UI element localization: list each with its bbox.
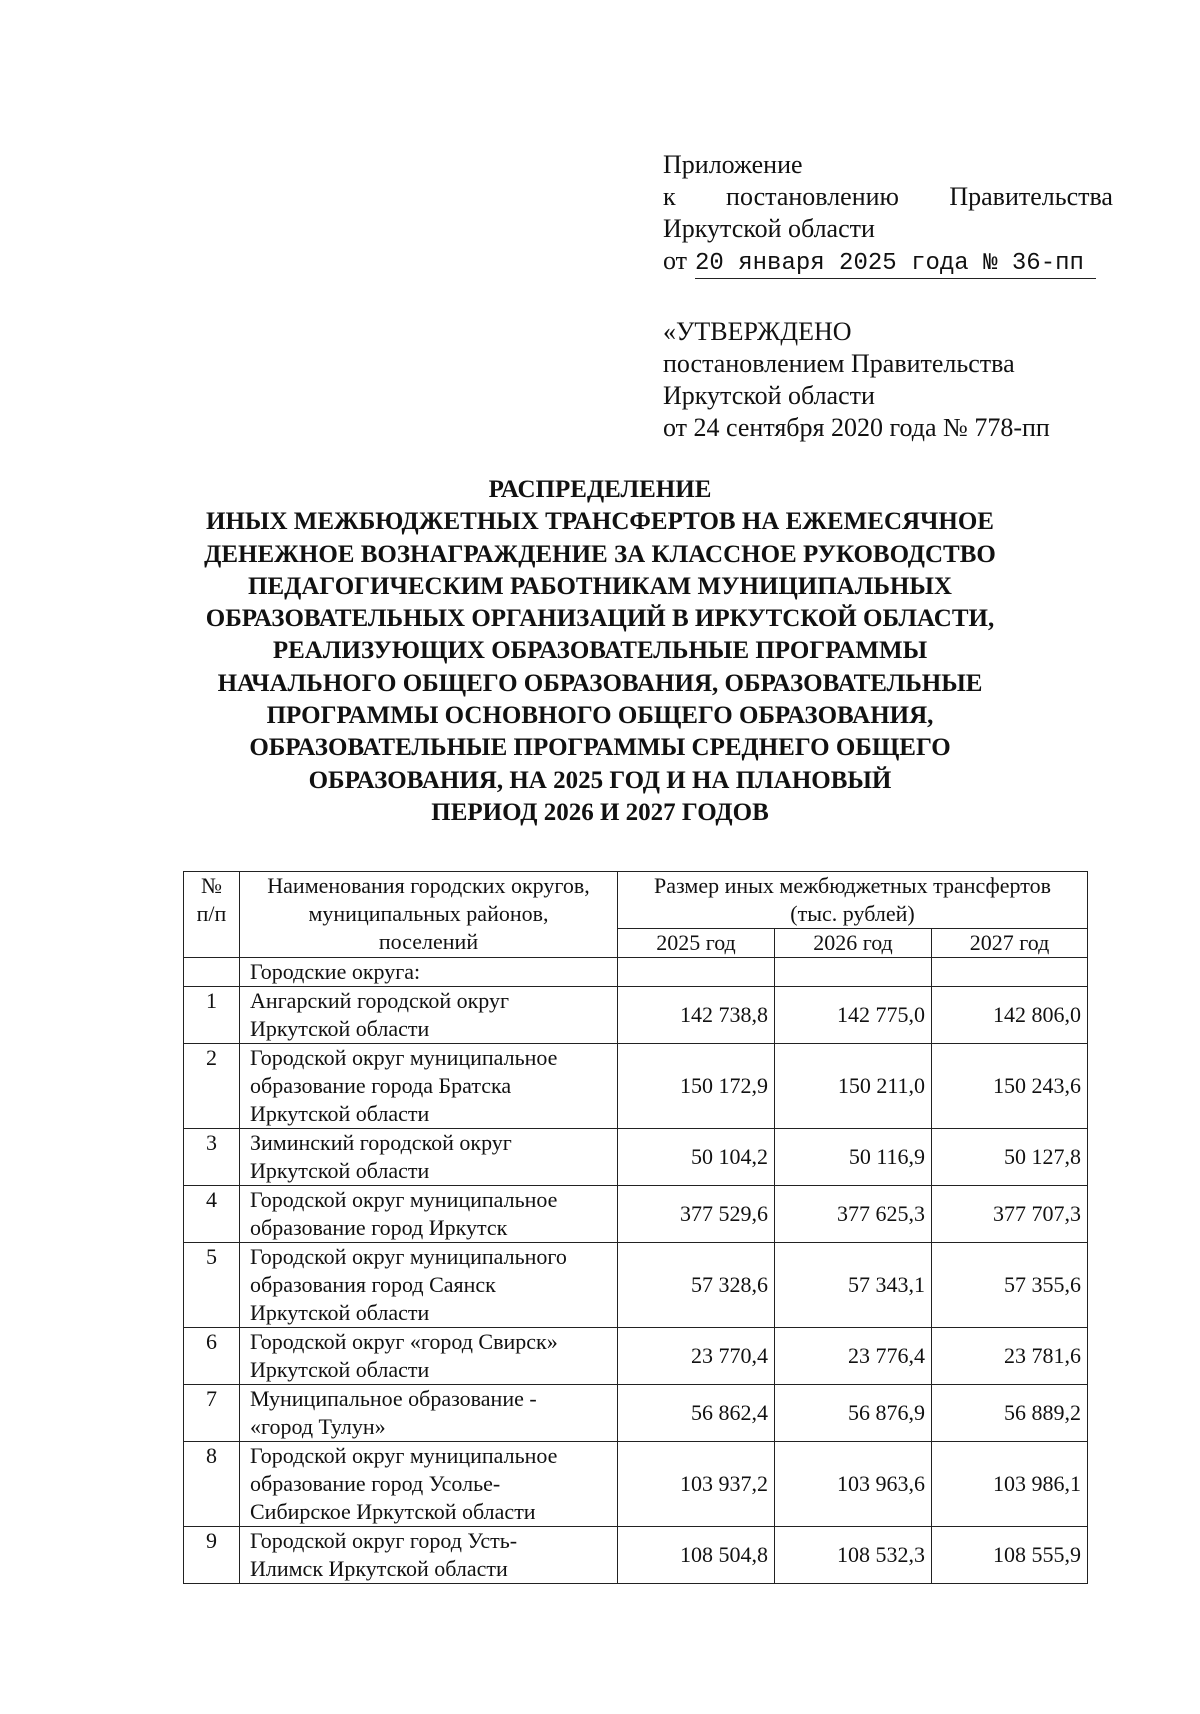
value-2025: 142 738,8 bbox=[618, 987, 775, 1044]
appendix-block bbox=[663, 149, 1113, 279]
row-number: 1 bbox=[184, 987, 240, 1044]
title-line: НАЧАЛЬНОГО ОБЩЕГО ОБРАЗОВАНИЯ, ОБРАЗОВАТЕЛЬНЫЕ bbox=[217, 669, 983, 697]
value-2025: 57 328,6 bbox=[618, 1243, 775, 1328]
row-number: 3 bbox=[184, 1129, 240, 1186]
section-row bbox=[184, 958, 1088, 987]
value-2026: 103 963,6 bbox=[775, 1442, 932, 1527]
approved-line-1: «УТВЕРЖДЕНО bbox=[663, 317, 852, 346]
row-number: 9 bbox=[184, 1527, 240, 1584]
value-2025: 23 770,4 bbox=[618, 1328, 775, 1385]
table-row bbox=[184, 1044, 1088, 1129]
value-2026: 108 532,3 bbox=[775, 1527, 932, 1584]
value-2025: 108 504,8 bbox=[618, 1527, 775, 1584]
distribution-table bbox=[183, 871, 1088, 1584]
municipality-name-line: Городской округ муниципальное bbox=[250, 1045, 558, 1070]
value-2027: 103 986,1 bbox=[932, 1442, 1088, 1527]
header-text: № bbox=[201, 873, 222, 898]
municipality-name-line: Иркутской области bbox=[250, 1158, 430, 1183]
value-2026: 50 116,9 bbox=[775, 1129, 932, 1186]
table-row bbox=[184, 1129, 1088, 1186]
municipality-name bbox=[240, 1129, 618, 1186]
title-line: ОБРАЗОВАТЕЛЬНЫЕ ПРОГРАММЫ СРЕДНЕГО ОБЩЕГО bbox=[249, 734, 951, 762]
header-text: (тыс. рублей) bbox=[790, 901, 915, 926]
value-2027: 57 355,6 bbox=[932, 1243, 1088, 1328]
municipality-name-line: образование город Усолье- bbox=[250, 1471, 501, 1496]
municipality-name-line: Городской округ муниципального bbox=[250, 1244, 567, 1269]
municipality-name bbox=[240, 1527, 618, 1584]
row-number: 6 bbox=[184, 1328, 240, 1385]
municipality-name bbox=[240, 1442, 618, 1527]
appendix-date-number: 20 января 2025 года № 36-пп bbox=[695, 250, 1096, 279]
title-line: ПЕДАГОГИЧЕСКИМ РАБОТНИКАМ МУНИЦИПАЛЬНЫХ bbox=[248, 572, 952, 600]
header-text: Размер иных межбюджетных трансфертов bbox=[654, 873, 1051, 898]
table-cell bbox=[618, 958, 775, 987]
header-text: Наименования городских округов, bbox=[267, 873, 590, 898]
document-title bbox=[150, 474, 1050, 829]
municipality-name bbox=[240, 987, 618, 1044]
value-2027: 377 707,3 bbox=[932, 1186, 1088, 1243]
row-number: 5 bbox=[184, 1243, 240, 1328]
table-row bbox=[184, 1442, 1088, 1527]
table-row bbox=[184, 1527, 1088, 1584]
municipality-name-line: образования город Саянск bbox=[250, 1272, 496, 1297]
municipality-name-line: Иркутской области bbox=[250, 1016, 430, 1041]
municipality-name-line: Городской округ «город Свирск» bbox=[250, 1329, 558, 1354]
table-row bbox=[184, 1385, 1088, 1442]
value-2027: 23 781,6 bbox=[932, 1328, 1088, 1385]
title-line: ПРОГРАММЫ ОСНОВНОГО ОБЩЕГО ОБРАЗОВАНИЯ, bbox=[266, 702, 934, 730]
row-number: 7 bbox=[184, 1385, 240, 1442]
title-line: РАСПРЕДЕЛЕНИЕ bbox=[488, 476, 712, 503]
row-number: 2 bbox=[184, 1044, 240, 1129]
municipality-name-line: Сибирское Иркутской области bbox=[250, 1499, 536, 1524]
value-2025: 377 529,6 bbox=[618, 1186, 775, 1243]
title-line: ИНЫХ МЕЖБЮДЖЕТНЫХ ТРАНСФЕРТОВ НА ЕЖЕМЕСЯЧНОЕ bbox=[206, 508, 994, 536]
approved-line-2: постановлением Правительства bbox=[663, 349, 1015, 378]
municipality-name-line: Иркутской области bbox=[250, 1357, 430, 1382]
value-2026: 150 211,0 bbox=[775, 1044, 932, 1129]
appendix-word: постановлению bbox=[726, 182, 899, 211]
municipality-name bbox=[240, 1044, 618, 1129]
municipality-name bbox=[240, 1385, 618, 1442]
value-2025: 50 104,2 bbox=[618, 1129, 775, 1186]
value-2026: 57 343,1 bbox=[775, 1243, 932, 1328]
approved-line-4: от 24 сентября 2020 года № 778-пп bbox=[663, 413, 1050, 442]
table-cell bbox=[775, 958, 932, 987]
municipality-name-line: Илимск Иркутской области bbox=[250, 1556, 508, 1581]
value-2026: 142 775,0 bbox=[775, 987, 932, 1044]
title-line: ОБРАЗОВАТЕЛЬНЫХ ОРГАНИЗАЦИЙ В ИРКУТСКОЙ ОБЛАСТИ, bbox=[205, 605, 995, 633]
table-row bbox=[184, 1328, 1088, 1385]
appendix-title: Приложение bbox=[663, 150, 803, 179]
header-text: поселений bbox=[378, 929, 479, 954]
value-2025: 103 937,2 bbox=[618, 1442, 775, 1527]
value-2027: 108 555,9 bbox=[932, 1527, 1088, 1584]
appendix-line-3: Иркутской области bbox=[663, 214, 875, 243]
approved-line-3: Иркутской области bbox=[663, 381, 875, 410]
column-header-2027: 2027 год bbox=[932, 929, 1088, 958]
header-text: муниципальных районов, bbox=[308, 901, 549, 926]
table-row bbox=[184, 1243, 1088, 1328]
value-2025: 150 172,9 bbox=[618, 1044, 775, 1129]
appendix-word: к bbox=[663, 182, 676, 211]
table-row bbox=[184, 987, 1088, 1044]
title-line: ОБРАЗОВАНИЯ, НА 2025 ГОД И НА ПЛАНОВЫЙ bbox=[308, 766, 892, 794]
municipality-name-line: «город Тулун» bbox=[250, 1414, 386, 1439]
section-label: Городские округа: bbox=[240, 958, 618, 987]
column-header-2025: 2025 год bbox=[618, 929, 775, 958]
column-header-num bbox=[184, 872, 240, 958]
value-2026: 377 625,3 bbox=[775, 1186, 932, 1243]
municipality-name bbox=[240, 1328, 618, 1385]
municipality-name-line: Иркутской области bbox=[250, 1101, 430, 1126]
appendix-dateline bbox=[663, 245, 1113, 279]
appendix-line-2 bbox=[663, 181, 1113, 213]
municipality-name-line: Городской округ город Усть- bbox=[250, 1528, 518, 1553]
approved-block bbox=[663, 316, 1050, 444]
municipality-name-line: Городской округ муниципальное bbox=[250, 1187, 558, 1212]
title-line: ДЕНЕЖНОЕ ВОЗНАГРАЖДЕНИЕ ЗА КЛАССНОЕ РУКОВОДСТВО bbox=[204, 540, 996, 568]
value-2026: 56 876,9 bbox=[775, 1385, 932, 1442]
value-2027: 56 889,2 bbox=[932, 1385, 1088, 1442]
column-header-size bbox=[618, 872, 1088, 929]
municipality-name-line: Иркутской области bbox=[250, 1300, 430, 1325]
table-header-row bbox=[184, 872, 1088, 929]
municipality-name-line: Муниципальное образование - bbox=[250, 1386, 537, 1411]
title-line: ПЕРИОД 2026 И 2027 ГОДОВ bbox=[431, 798, 769, 826]
appendix-word: Правительства bbox=[949, 182, 1113, 211]
appendix-prefix: от bbox=[663, 246, 688, 275]
row-number: 8 bbox=[184, 1442, 240, 1527]
municipality-name-line: Зиминский городской округ bbox=[250, 1130, 512, 1155]
municipality-name-line: Ангарский городской округ bbox=[250, 988, 510, 1013]
value-2026: 23 776,4 bbox=[775, 1328, 932, 1385]
table-cell bbox=[184, 958, 240, 987]
table-row bbox=[184, 1186, 1088, 1243]
row-number: 4 bbox=[184, 1186, 240, 1243]
value-2025: 56 862,4 bbox=[618, 1385, 775, 1442]
table-cell bbox=[932, 958, 1088, 987]
municipality-name-line: образование города Братска bbox=[250, 1073, 512, 1098]
header-text: п/п bbox=[196, 901, 227, 926]
column-header-2026: 2026 год bbox=[775, 929, 932, 958]
municipality-name-line: Городской округ муниципальное bbox=[250, 1443, 558, 1468]
value-2027: 142 806,0 bbox=[932, 987, 1088, 1044]
title-line: РЕАЛИЗУЮЩИХ ОБРАЗОВАТЕЛЬНЫЕ ПРОГРАММЫ bbox=[272, 637, 928, 665]
value-2027: 150 243,6 bbox=[932, 1044, 1088, 1129]
municipality-name bbox=[240, 1186, 618, 1243]
column-header-name bbox=[240, 872, 618, 958]
municipality-name bbox=[240, 1243, 618, 1328]
value-2027: 50 127,8 bbox=[932, 1129, 1088, 1186]
municipality-name-line: образование город Иркутск bbox=[250, 1215, 508, 1240]
